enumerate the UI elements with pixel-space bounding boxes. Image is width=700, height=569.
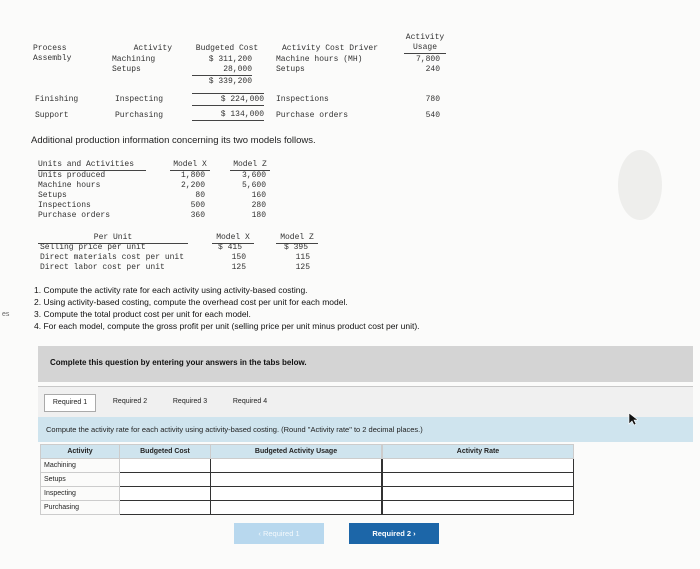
- units-row-x: 360: [190, 211, 205, 220]
- setups-cost-input[interactable]: [120, 473, 211, 487]
- cost-machining: $ 311,200: [208, 55, 252, 64]
- per-unit-row-label: Selling price per unit: [40, 243, 146, 252]
- units-row-x: 1,800: [180, 171, 205, 180]
- budgeted-cost-header: Budgeted Cost: [195, 44, 259, 53]
- per-unit-row-x: $ 415: [218, 243, 243, 252]
- tab-required-3[interactable]: Required 3: [172, 398, 208, 405]
- driver-inspections: Inspections: [276, 95, 329, 104]
- purchasing-usage-input[interactable]: [211, 501, 382, 515]
- row-label-purchasing: Purchasing: [41, 501, 120, 515]
- units-header-model-z: Model Z: [230, 160, 270, 171]
- instruction-3: 3. Compute the total product cost per unit for each model.: [34, 309, 251, 319]
- table-row: [41, 501, 574, 515]
- units-row-x: 2,200: [180, 181, 205, 190]
- answer-header-row: [41, 445, 574, 459]
- per-unit-row-x: 125: [231, 263, 246, 272]
- units-row-label: Units produced: [38, 171, 106, 180]
- driver-machine-hours: Machine hours (MH): [276, 55, 363, 64]
- units-row-z: 280: [251, 201, 266, 210]
- cost-inspecting: $ 224,000: [192, 93, 264, 106]
- units-header-model-x: Model X: [170, 160, 210, 171]
- activity-header: Activity: [133, 44, 172, 53]
- units-header: Units and Activities: [38, 160, 146, 171]
- table-row: [41, 487, 574, 501]
- driver-setups: Setups: [276, 65, 305, 74]
- machining-usage-input[interactable]: [211, 459, 382, 473]
- next-button[interactable]: Required 2 ›: [349, 523, 439, 544]
- purchasing-rate-input[interactable]: [383, 501, 574, 515]
- per-unit-row-label: Direct labor cost per unit: [40, 263, 165, 272]
- units-row-label: Inspections: [38, 201, 91, 210]
- inspecting-rate-input[interactable]: [383, 487, 574, 501]
- prompt-text: Compute the activity rate for each activity using activity-based costing. (Round "Activity rate" to 2 decimal places.): [46, 425, 423, 434]
- setups-rate-input[interactable]: [383, 473, 574, 487]
- col-activity: Activity: [41, 445, 120, 459]
- driver-purchase-orders: Purchase orders: [276, 111, 349, 120]
- units-row-label: Purchase orders: [38, 211, 111, 220]
- per-unit-row-z: $ 395: [284, 243, 309, 252]
- col-budgeted-cost: Budgeted Cost: [120, 445, 211, 459]
- chevron-right-icon: ›: [413, 529, 416, 538]
- row-label-setups: Setups: [41, 473, 120, 487]
- units-row-z: 5,600: [241, 181, 266, 190]
- setups-usage-input[interactable]: [211, 473, 382, 487]
- col-budgeted-usage: Budgeted Activity Usage: [211, 445, 382, 459]
- side-text: es: [2, 311, 10, 318]
- col-activity-rate: Activity Rate: [383, 445, 574, 459]
- complete-question-text: Complete this question by entering your answers in the tabs below.: [50, 358, 307, 367]
- mouse-cursor-icon: [628, 412, 638, 426]
- inspecting-cost-input[interactable]: [120, 487, 211, 501]
- per-unit-row-z: 115: [295, 253, 310, 262]
- process-header: Process Assembly: [33, 44, 72, 63]
- usage-purchasing: 540: [425, 111, 440, 120]
- units-row-z: 180: [251, 211, 266, 220]
- answer-table: [40, 444, 574, 515]
- tab-required-1[interactable]: Required 1: [44, 394, 96, 412]
- background-blob: [618, 150, 662, 220]
- row-label-machining: Machining: [41, 459, 120, 473]
- table-row: [41, 473, 574, 487]
- usage-header: Activity Usage: [405, 33, 445, 52]
- per-unit-header-model-x: Model X: [212, 233, 254, 244]
- units-row-x: 500: [190, 201, 205, 210]
- additional-info-text: Additional production information concerning its two models follows.: [31, 135, 316, 146]
- instruction-2: 2. Using activity-based costing, compute the overhead cost per unit for each model.: [34, 297, 348, 307]
- machining-rate-input[interactable]: [383, 459, 574, 473]
- activity-setups: Setups: [112, 65, 141, 74]
- units-row-x: 80: [195, 191, 205, 200]
- usage-setups: 240: [425, 65, 440, 74]
- cost-purchasing: $ 134,000: [192, 110, 264, 121]
- per-unit-row-x: 150: [231, 253, 246, 262]
- per-unit-header-model-z: Model Z: [276, 233, 318, 244]
- process-support: Support: [35, 111, 69, 120]
- tab-required-2[interactable]: Required 2: [112, 398, 148, 405]
- instruction-4: 4. For each model, compute the gross profit per unit (selling price per unit minus product cost per unit).: [34, 321, 420, 331]
- activity-machining: Machining: [112, 55, 156, 64]
- chevron-left-icon: ‹: [258, 529, 261, 538]
- usage-machining: 7,800: [415, 55, 440, 64]
- purchasing-cost-input[interactable]: [120, 501, 211, 515]
- per-unit-row-label: Direct materials cost per unit: [40, 253, 185, 262]
- process-finishing: Finishing: [35, 95, 79, 104]
- units-row-z: 3,600: [241, 171, 266, 180]
- prev-button[interactable]: ‹ Required 1: [234, 523, 324, 544]
- activity-inspecting: Inspecting: [115, 95, 164, 104]
- machining-cost-input[interactable]: [120, 459, 211, 473]
- activity-purchasing: Purchasing: [115, 111, 164, 120]
- cost-setups: 28,000: [192, 65, 252, 76]
- units-row-label: Setups: [38, 191, 67, 200]
- units-row-z: 160: [251, 191, 266, 200]
- units-row-label: Machine hours: [38, 181, 101, 190]
- row-label-inspecting: Inspecting: [41, 487, 120, 501]
- usage-inspecting: 780: [425, 95, 440, 104]
- cost-assembly-total: $ 339,200: [208, 77, 252, 86]
- tab-required-4[interactable]: Required 4: [232, 398, 268, 405]
- instruction-1: 1. Compute the activity rate for each activity using activity-based costing.: [34, 285, 308, 295]
- inspecting-usage-input[interactable]: [211, 487, 382, 501]
- driver-header: Activity Cost Driver: [281, 44, 378, 53]
- per-unit-header: Per Unit: [38, 233, 188, 244]
- per-unit-row-z: 125: [295, 263, 310, 272]
- table-row: [41, 459, 574, 473]
